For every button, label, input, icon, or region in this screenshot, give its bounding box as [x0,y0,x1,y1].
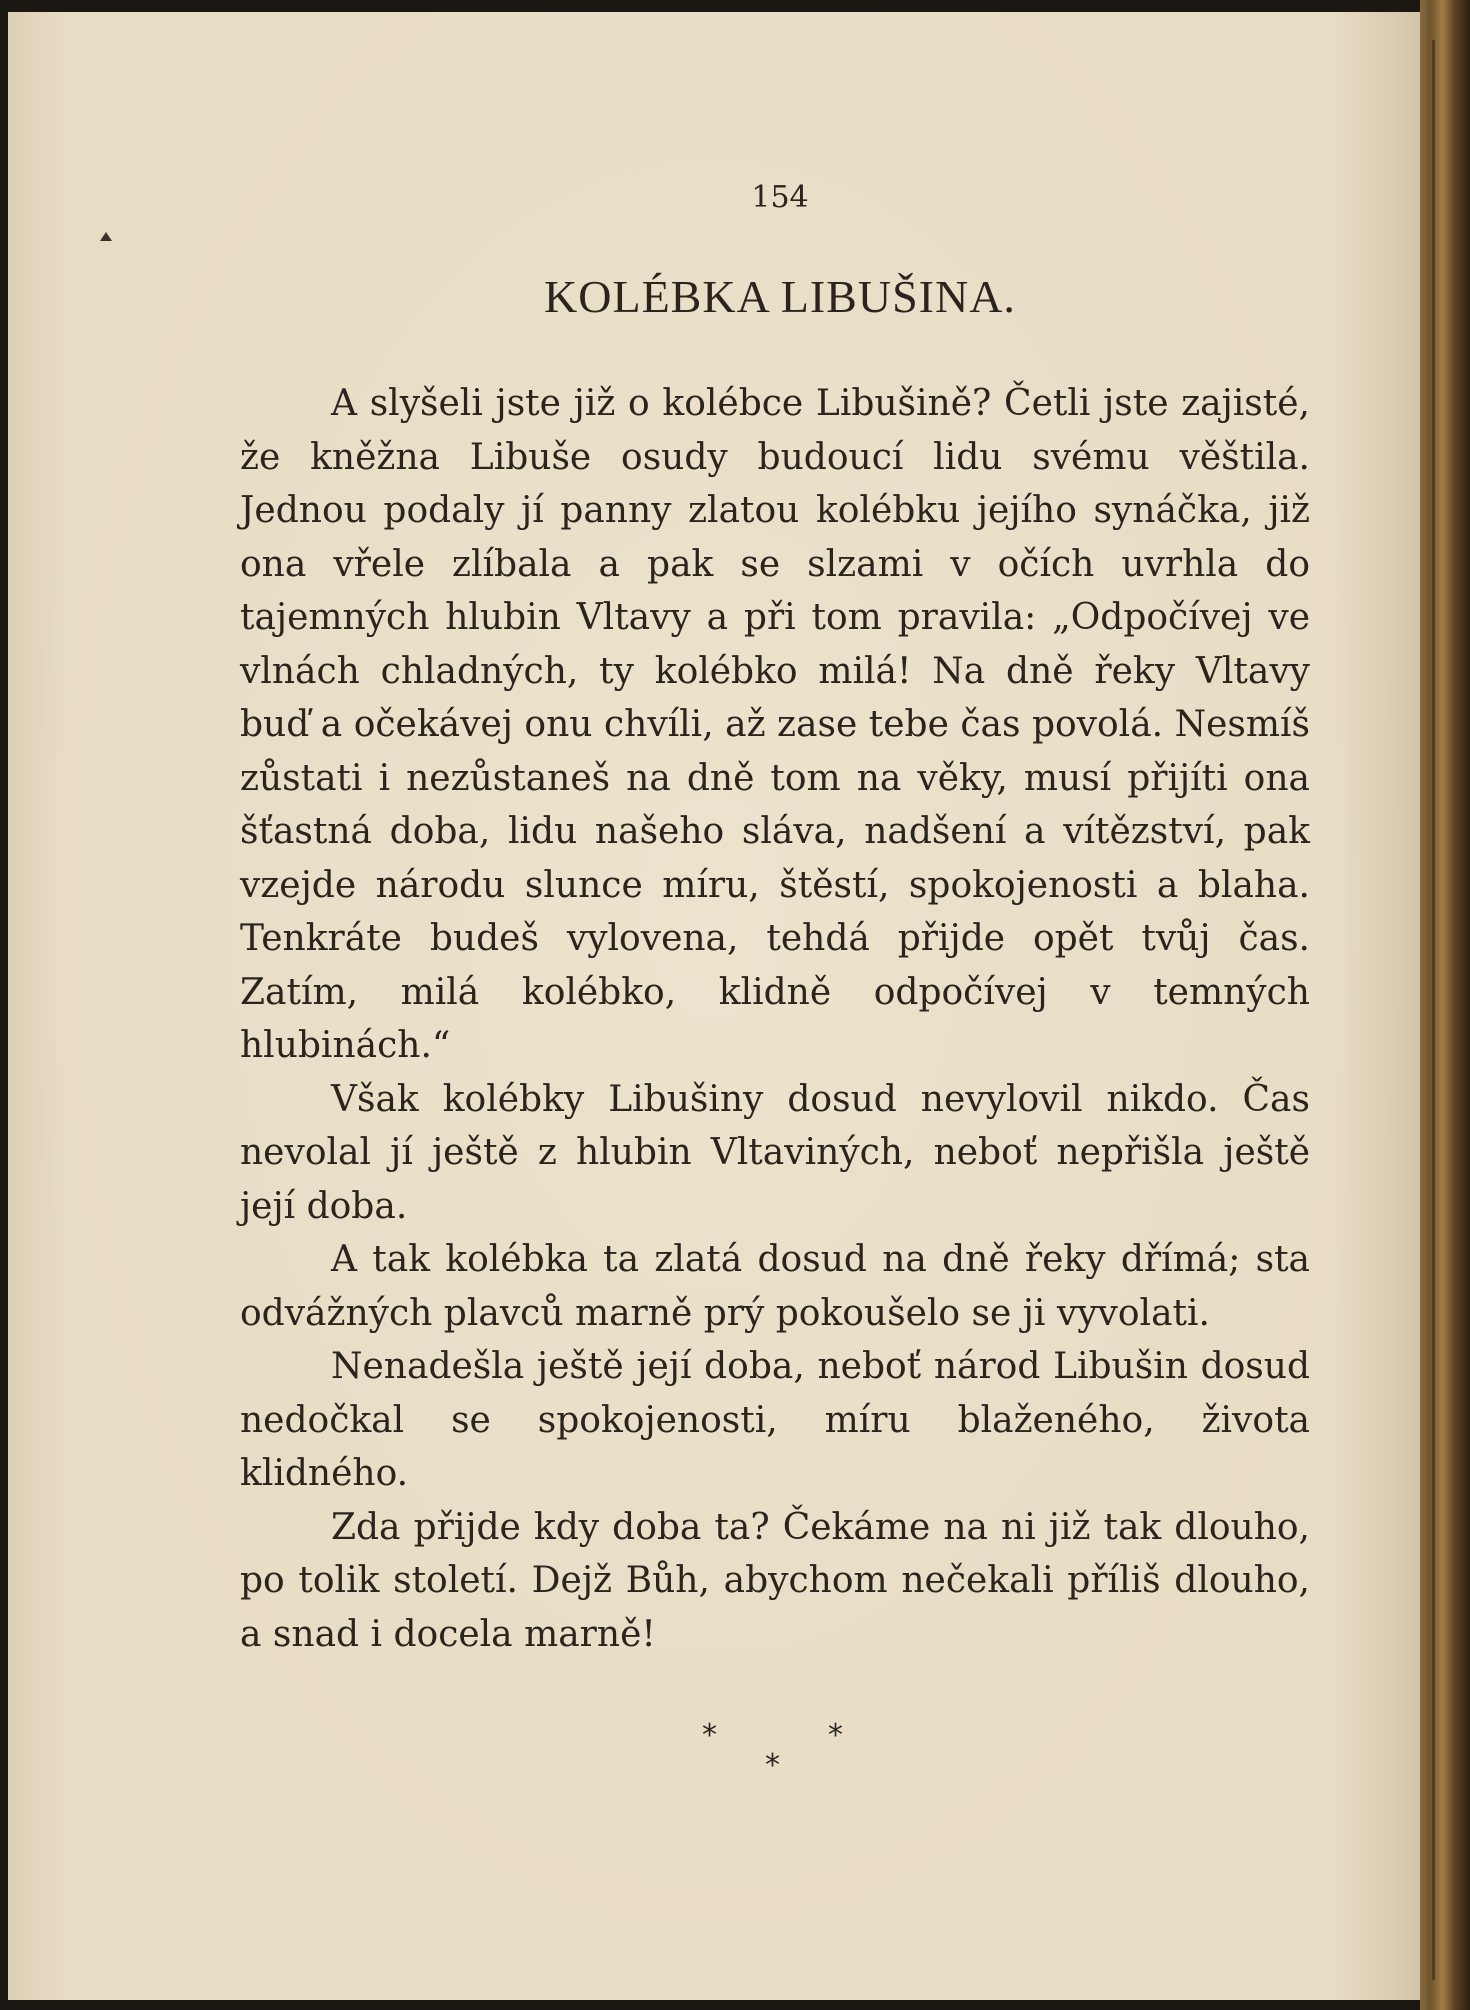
paragraph: A tak kolébka ta zlatá dosud na dně řeky dřímá; sta odvážných plavců marně prý pokoušelo se ji vyvolati. [240,1239,1310,1334]
asterism-star: * [765,1748,780,1783]
paragraph: Nenadešla ještě její doba, neboť národ Libušin dosud nedočkal se spokojenosti, míru blaženého, života klidného. [240,1346,1310,1494]
paragraph: Zda přijde kdy doba ta? Čekáme na ni již tak dlouho, po tolik století. Dejž Bůh, abychom nečekali příliš dlouho, a snad i docela marně! [240,1506,1310,1655]
asterism-star: * [702,1718,717,1753]
page-gutter-line [1432,40,1435,1980]
paragraph: A slyšeli jste již o kolébce Libušině? Četli jste zajisté, že kněžna Libuše osudy budoucí lidu svému věštila. Jednou podaly jí panny zlatou kolébku jejího synáčka, již ona vřele zlíbala a pak se slzami v očích uvrhla do tajemných hlubin Vltavy a při tom pravila: „Odpočívej ve vlnách chladných, ty kolébko milá! Na dně řeky Vltavy buď a očekávej onu chvíli, až zase tebe čas povolá. Nesmíš zůstati i nezůstaneš na dně tom na věky, musí přijíti ona šťastná doba, lidu našeho sláva, nadšení a vítězství, pak vzejde národu slunce míru, štěstí, spokojenosti a blaha. Tenkráte budeš vylovena, tehdá přijde opět tvůj čas. Zatím, milá kolébko, klidně odpočívej v temných hlubinách.“ [240,383,1310,1066]
paragraph: Však kolébky Libušiny dosud nevylovil nikdo. Čas nevolal jí ještě z hlubin Vltaviných, neboť nepřišla ještě její doba. [240,1078,1310,1227]
section-separator [690,1718,850,1788]
page-number: 154 [751,180,809,215]
chapter-title: KOLÉBKA LIBUŠINA. [544,271,1016,322]
body-text [240,377,1310,1661]
asterism-star: * [828,1718,843,1753]
margin-mark [100,232,112,241]
